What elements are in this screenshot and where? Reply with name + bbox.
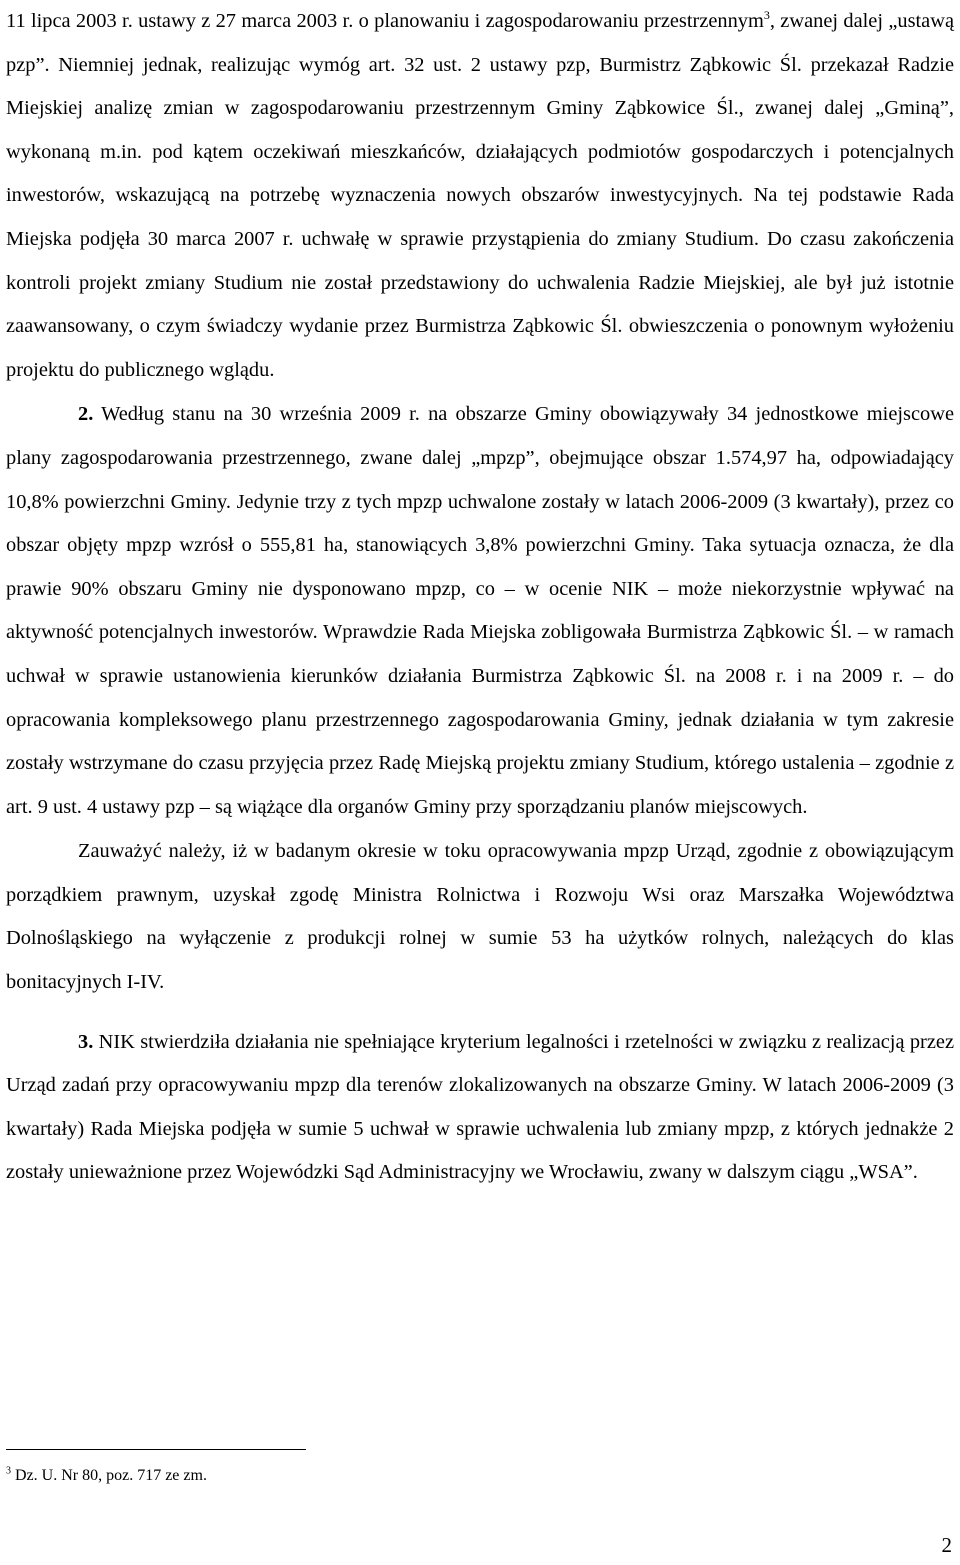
paragraph-2-text: Według stanu na 30 września 2009 r. na obszarze Gminy obowiązywały 34 jednostkowe miejscowe plany zagospodarowania przestrzennego, zwane dalej „mpzp”, obejmujące obszar 1.574,97 ha, odpowiadający 10,8% powierzchni Gminy. Jedynie trzy z tych mpzp uchwalone zostały w latach 2006-2009 (3 kwartały), przez co obszar objęty mpzp wzrósł o 555,81 ha, stanowiących 3,8% powierzchni Gminy. Taka sytuacja oznacza, że dla prawie 90% obszaru Gminy nie dysponowano mpzp, co – w ocenie NIK – może niekorzystnie wpływać na aktywność potencjalnych inwestorów. Wprawdzie Rada Miejska zobligowała Burmistrza Ząbkowic Śl. – w ramach uchwał w sprawie ustanowienia kierunków działania Burmistrza Ząbkowic Śl. na 2008 r. i na 2009 r. – do opracowania kompleksowego planu przestrzennego zagospodarowania Gminy, jednak działania w tym zakresie zostały wstrzymane do czasu przyjęcia przez Radę Miejską projektu zmiany Studium, którego ustalenia – zgodnie z art. 9 ust. 4 ustawy pzp – są wiążące dla organów Gminy przy sporządzaniu planów miejscowych. [6, 403, 954, 818]
paragraph-4-text: NIK stwierdziła działania nie spełniające kryterium legalności i rzetelności w związku z realizacją przez Urząd zadań przy opracowywaniu mpzp dla terenów zlokalizowanych na obszarze Gminy. W latach 2006-2009 (3 kwartały) Rada Miejska podjęła w sumie 5 uchwał w sprawie uchwalenia lub zmiany mpzp, z których jednakże 2 zostały unieważnione przez Wojewódzki Sąd Administracyjny we Wrocławiu, zwany w dalszym ciągu „WSA”. [6, 1030, 954, 1184]
footnote-text: Dz. U. Nr 80, poz. 717 ze zm. [11, 1467, 207, 1484]
paragraph-1-text-b: , zwanej dalej „ustawą pzp”. Niemniej jednak, realizując wymóg art. 32 ust. 2 ustawy pzp, Burmistrz Ząbkowic Śl. przekazał Radzie Miejskiej analizę zmian w zagospodarowaniu przestrzennym Gminy Ząbkowice Śl., zwanej dalej „Gminą”, wykonaną m.in. pod kątem oczekiwań mieszkańców, działających podmiotów gospodarczych i potencjalnych inwestorów, wskazującą na potrzebę wyznaczenia nowych obszarów inwestycyjnych. Na tej podstawie Rada Miejska podjęła 30 marca 2007 r. uchwałę w sprawie przystąpienia do zmiany Studium. Do czasu zakończenia kontroli projekt zmiany Studium nie został przedstawiony do uchwalenia Radzie Miejskiej, ale był już istotnie zaawansowany, o czym świadczy wydanie przez Burmistrza Ząbkowic Śl. obwieszczenia o ponownym wyłożeniu projektu do publicznego wglądu. [6, 10, 954, 381]
footnote-separator [6, 1449, 306, 1450]
paragraph-2-number: 2. [78, 403, 94, 426]
paragraph-1-text-a: 11 lipca 2003 r. ustawy z 27 marca 2003 r. o planowaniu i zagospodarowaniu przestrzennym [6, 10, 764, 32]
paragraph-1 [6, 0, 954, 392]
page-number: 2 [941, 1533, 952, 1557]
paragraph-4-number: 3. [78, 1030, 94, 1053]
footnote-reference[interactable]: 3 [763, 8, 770, 23]
document-page [6, 0, 954, 1195]
paragraph-2 [6, 393, 954, 829]
paragraph-4 [6, 1021, 954, 1195]
paragraph-3 [6, 830, 954, 1004]
paragraph-3-text: Zauważyć należy, iż w badanym okresie w toku opracowywania mpzp Urząd, zgodnie z obowiązującym porządkiem prawnym, uzyskał zgodę Ministra Rolnictwa i Rozwoju Wsi oraz Marszałka Województwa Dolnośląskiego na wyłączenie z produkcji rolnej w sumie 53 ha użytków rolnych, należących do klas bonitacyjnych I-IV. [6, 840, 954, 994]
footnote [6, 1466, 207, 1486]
footnote-marker: 3 [6, 1465, 11, 1477]
